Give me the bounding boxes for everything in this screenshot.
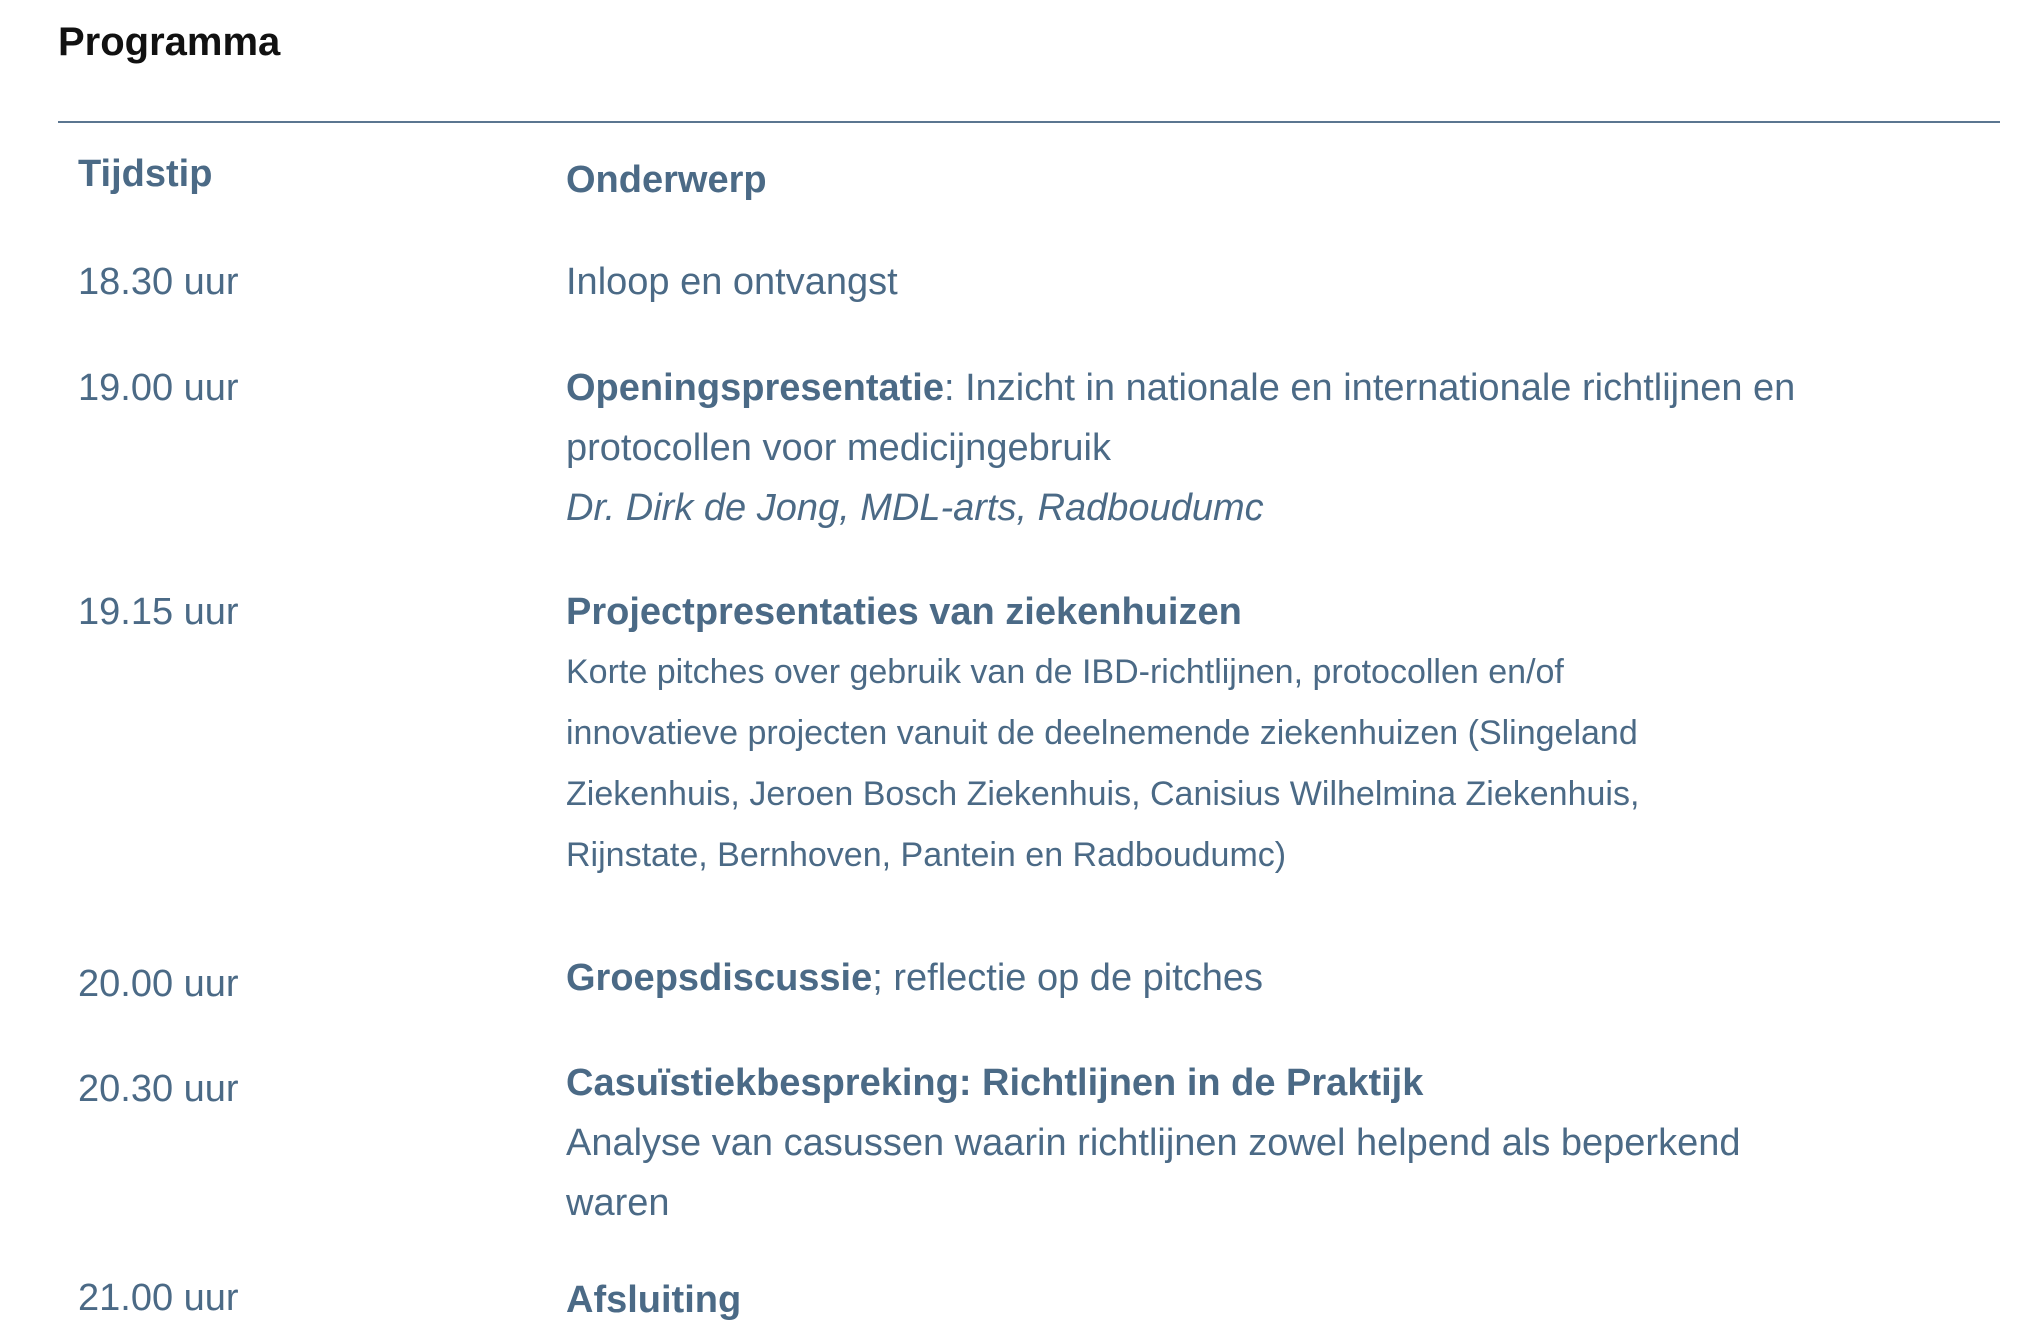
row-speaker: Dr. Dirk de Jong, MDL-arts, Radboudumc — [566, 487, 1264, 529]
row-description: Analyse van casussen waarin richtlijnen zowel helpend als beperkend waren — [566, 1122, 1741, 1224]
row-topic-title: Openingspresentatie — [566, 367, 944, 409]
column-header-time: Tijdstip — [78, 153, 213, 195]
row-topic-title: Groepsdiscussie — [566, 957, 873, 999]
row-time: 19.15 uur — [78, 591, 239, 633]
row-topic-title: Projectpresentaties van ziekenhuizen — [566, 591, 1242, 633]
divider — [58, 121, 2000, 123]
row-time: 19.00 uur — [78, 367, 239, 409]
row-topic-title: Casuïstiekbespreking: Richtlijnen in de Praktijk — [566, 1062, 1424, 1104]
row-topic-text: ; reflectie op de pitches — [872, 957, 1264, 999]
row-topic — [566, 1053, 1806, 1233]
row-time: 20.00 uur — [78, 963, 239, 1005]
row-topic-title: Afsluiting — [566, 1279, 742, 1321]
row-time: 18.30 uur — [78, 261, 239, 303]
page-title: Programma — [58, 20, 281, 64]
row-topic — [566, 358, 1826, 538]
row-topic — [566, 1270, 1826, 1330]
row-topic — [566, 252, 1826, 312]
row-topic — [566, 582, 1726, 886]
row-description: Korte pitches over gebruik van de IBD-richtlijnen, protocollen en/of innovatieve projecten vanuit de deelnemende ziekenhuizen (Slingeland Ziekenhuis, Jeroen Bosch Ziekenhuis, Canisius Wilhelmina Ziekenhuis, Rijnstate, Bernhoven, Pantein en Radboudumc) — [566, 653, 1640, 874]
row-topic-text: Inloop en ontvangst — [566, 261, 898, 303]
table-header — [0, 150, 2040, 210]
row-topic — [566, 948, 1826, 1008]
column-header-topic: Onderwerp — [566, 159, 767, 201]
row-time: 20.30 uur — [78, 1068, 239, 1110]
row-time: 21.00 uur — [78, 1277, 239, 1319]
row-topic-text: : Inzicht in nationale en internationale richtlijnen en protocollen voor medicijngebruik — [566, 367, 1796, 469]
